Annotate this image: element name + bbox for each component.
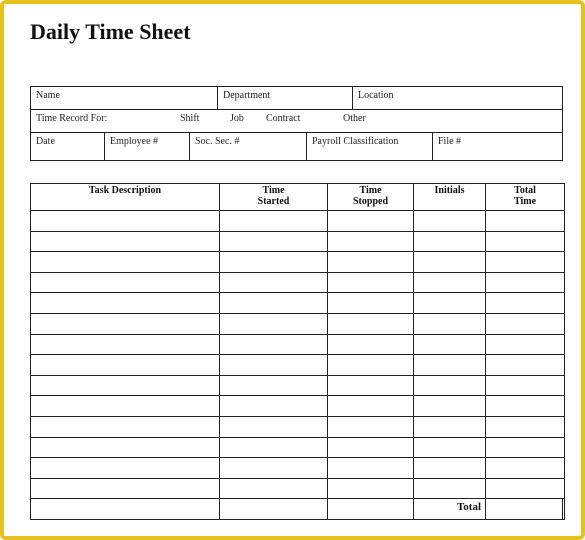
time-started-cell[interactable]: [220, 499, 328, 520]
total-time-cell[interactable]: [486, 478, 565, 499]
total-time-cell[interactable]: [486, 293, 565, 314]
location-label: Location: [358, 90, 394, 101]
shift-option[interactable]: Shift: [180, 113, 200, 124]
file-number-field[interactable]: [432, 133, 564, 161]
time-started-cell[interactable]: [220, 355, 328, 376]
time-stopped-cell[interactable]: [328, 252, 414, 273]
time-started-cell[interactable]: [220, 211, 328, 232]
table-row: [31, 458, 565, 479]
total-time-cell[interactable]: [486, 375, 565, 396]
time-stopped-cell[interactable]: [328, 499, 414, 520]
header-line1: Time: [262, 185, 285, 196]
time-started-cell[interactable]: [220, 478, 328, 499]
header-line1: Total: [514, 185, 536, 196]
time-started-cell[interactable]: [220, 437, 328, 458]
time-stopped-cell[interactable]: [328, 293, 414, 314]
time-started-cell[interactable]: [220, 396, 328, 417]
initials-cell[interactable]: [414, 252, 486, 273]
table-row: [31, 396, 565, 417]
table-row: [31, 272, 565, 293]
total-time-cell[interactable]: [486, 416, 565, 437]
total-time-cell[interactable]: [486, 334, 565, 355]
header-line1: Time: [359, 185, 382, 196]
contract-option[interactable]: Contract: [266, 113, 301, 124]
time-stopped-cell[interactable]: [328, 313, 414, 334]
task-description-cell[interactable]: [31, 211, 220, 232]
table-row: [31, 211, 565, 232]
initials-cell[interactable]: [414, 211, 486, 232]
header-time-stopped: [328, 184, 414, 211]
task-description-cell[interactable]: [31, 355, 220, 376]
initials-cell[interactable]: [414, 272, 486, 293]
department-field[interactable]: [217, 87, 352, 109]
initials-cell[interactable]: [414, 437, 486, 458]
soc-sec-field[interactable]: [189, 133, 306, 161]
task-description-cell[interactable]: [31, 231, 220, 252]
task-description-cell[interactable]: [31, 478, 220, 499]
time-started-cell[interactable]: [220, 252, 328, 273]
header-total-time: [486, 184, 565, 211]
table-row: [31, 416, 565, 437]
task-description-cell[interactable]: [31, 334, 220, 355]
total-time-cell[interactable]: [486, 272, 565, 293]
page-title: Daily Time Sheet: [30, 19, 191, 44]
header-line1: Initials: [434, 185, 465, 196]
time-stopped-cell[interactable]: [328, 334, 414, 355]
table-row: [31, 355, 565, 376]
job-option[interactable]: Job: [230, 113, 244, 124]
task-description-cell[interactable]: [31, 313, 220, 334]
task-description-cell[interactable]: [31, 437, 220, 458]
initials-cell[interactable]: [414, 458, 486, 479]
other-option[interactable]: Other: [343, 113, 366, 124]
name-field[interactable]: [31, 87, 217, 109]
table-row: [31, 478, 565, 499]
time-started-cell[interactable]: [220, 375, 328, 396]
initials-cell[interactable]: [414, 416, 486, 437]
total-time-cell[interactable]: [486, 458, 565, 479]
initials-cell[interactable]: [414, 334, 486, 355]
table-row: [31, 293, 565, 314]
header-time-started: [220, 184, 328, 211]
total-time-cell[interactable]: [486, 396, 565, 417]
time-stopped-cell[interactable]: [328, 458, 414, 479]
total-time-cell[interactable]: [486, 437, 565, 458]
initials-cell[interactable]: [414, 478, 486, 499]
time-stopped-cell[interactable]: [328, 272, 414, 293]
payroll-classification-label: Payroll Classification: [312, 136, 399, 147]
time-stopped-cell[interactable]: [328, 375, 414, 396]
time-started-cell[interactable]: [220, 416, 328, 437]
total-time-cell[interactable]: [486, 313, 565, 334]
employee-number-field[interactable]: [104, 133, 189, 161]
department-label: Department: [223, 90, 271, 101]
task-table: [30, 183, 565, 520]
employee-number-label: Employee #: [110, 136, 159, 147]
payroll-classification-field[interactable]: [306, 133, 432, 161]
header-line2: Time: [513, 196, 537, 207]
task-description-cell[interactable]: [31, 272, 220, 293]
time-stopped-cell[interactable]: [328, 211, 414, 232]
file-number-label: File #: [438, 136, 462, 147]
total-time-cell[interactable]: [486, 355, 565, 376]
header-line2: Stopped: [352, 196, 388, 207]
task-description-cell[interactable]: [31, 293, 220, 314]
name-label: Name: [36, 90, 60, 101]
table-row: [31, 313, 565, 334]
header-line1: Task Description: [88, 185, 162, 196]
info-row-2: [31, 110, 562, 133]
time-stopped-cell[interactable]: [328, 396, 414, 417]
task-description-cell[interactable]: [31, 396, 220, 417]
total-time-cell[interactable]: [486, 231, 565, 252]
info-row-3: [31, 133, 562, 161]
total-time-cell[interactable]: [486, 211, 565, 232]
header-task-description: [31, 184, 220, 211]
header-line2: Started: [257, 196, 290, 207]
time-started-cell[interactable]: [220, 272, 328, 293]
initials-cell[interactable]: [414, 313, 486, 334]
task-description-cell[interactable]: [31, 458, 220, 479]
time-stopped-cell[interactable]: [328, 416, 414, 437]
table-row: [31, 437, 565, 458]
header-initials: [414, 184, 486, 211]
time-stopped-cell[interactable]: [328, 478, 414, 499]
total-field[interactable]: [485, 498, 563, 520]
time-record-for-label: Time Record For:: [36, 113, 108, 124]
task-description-cell[interactable]: [31, 416, 220, 437]
date-field[interactable]: [31, 133, 104, 161]
soc-sec-label: Soc. Sec. #: [195, 136, 240, 147]
task-description-cell[interactable]: [31, 375, 220, 396]
time-started-cell[interactable]: [220, 334, 328, 355]
total-time-cell[interactable]: [486, 252, 565, 273]
initials-cell[interactable]: [414, 231, 486, 252]
initials-cell[interactable]: [414, 375, 486, 396]
initials-cell[interactable]: [414, 293, 486, 314]
initials-cell[interactable]: [414, 355, 486, 376]
total-label: Total: [456, 501, 481, 513]
time-started-cell[interactable]: [220, 293, 328, 314]
info-row-1: [31, 87, 562, 110]
table-row: [31, 252, 565, 273]
table-row: [31, 375, 565, 396]
table-row: [31, 334, 565, 355]
time-started-cell[interactable]: [220, 231, 328, 252]
time-started-cell[interactable]: [220, 458, 328, 479]
time-stopped-cell[interactable]: [328, 437, 414, 458]
date-label: Date: [36, 136, 55, 147]
time-stopped-cell[interactable]: [328, 231, 414, 252]
time-stopped-cell[interactable]: [328, 355, 414, 376]
employee-info-block: [30, 86, 563, 161]
location-field[interactable]: [352, 87, 564, 109]
time-started-cell[interactable]: [220, 313, 328, 334]
task-description-cell[interactable]: [31, 252, 220, 273]
task-table-header: [31, 184, 565, 211]
initials-cell[interactable]: [414, 396, 486, 417]
task-table-body: [31, 211, 565, 520]
table-row: [31, 231, 565, 252]
task-description-cell[interactable]: [31, 499, 220, 520]
